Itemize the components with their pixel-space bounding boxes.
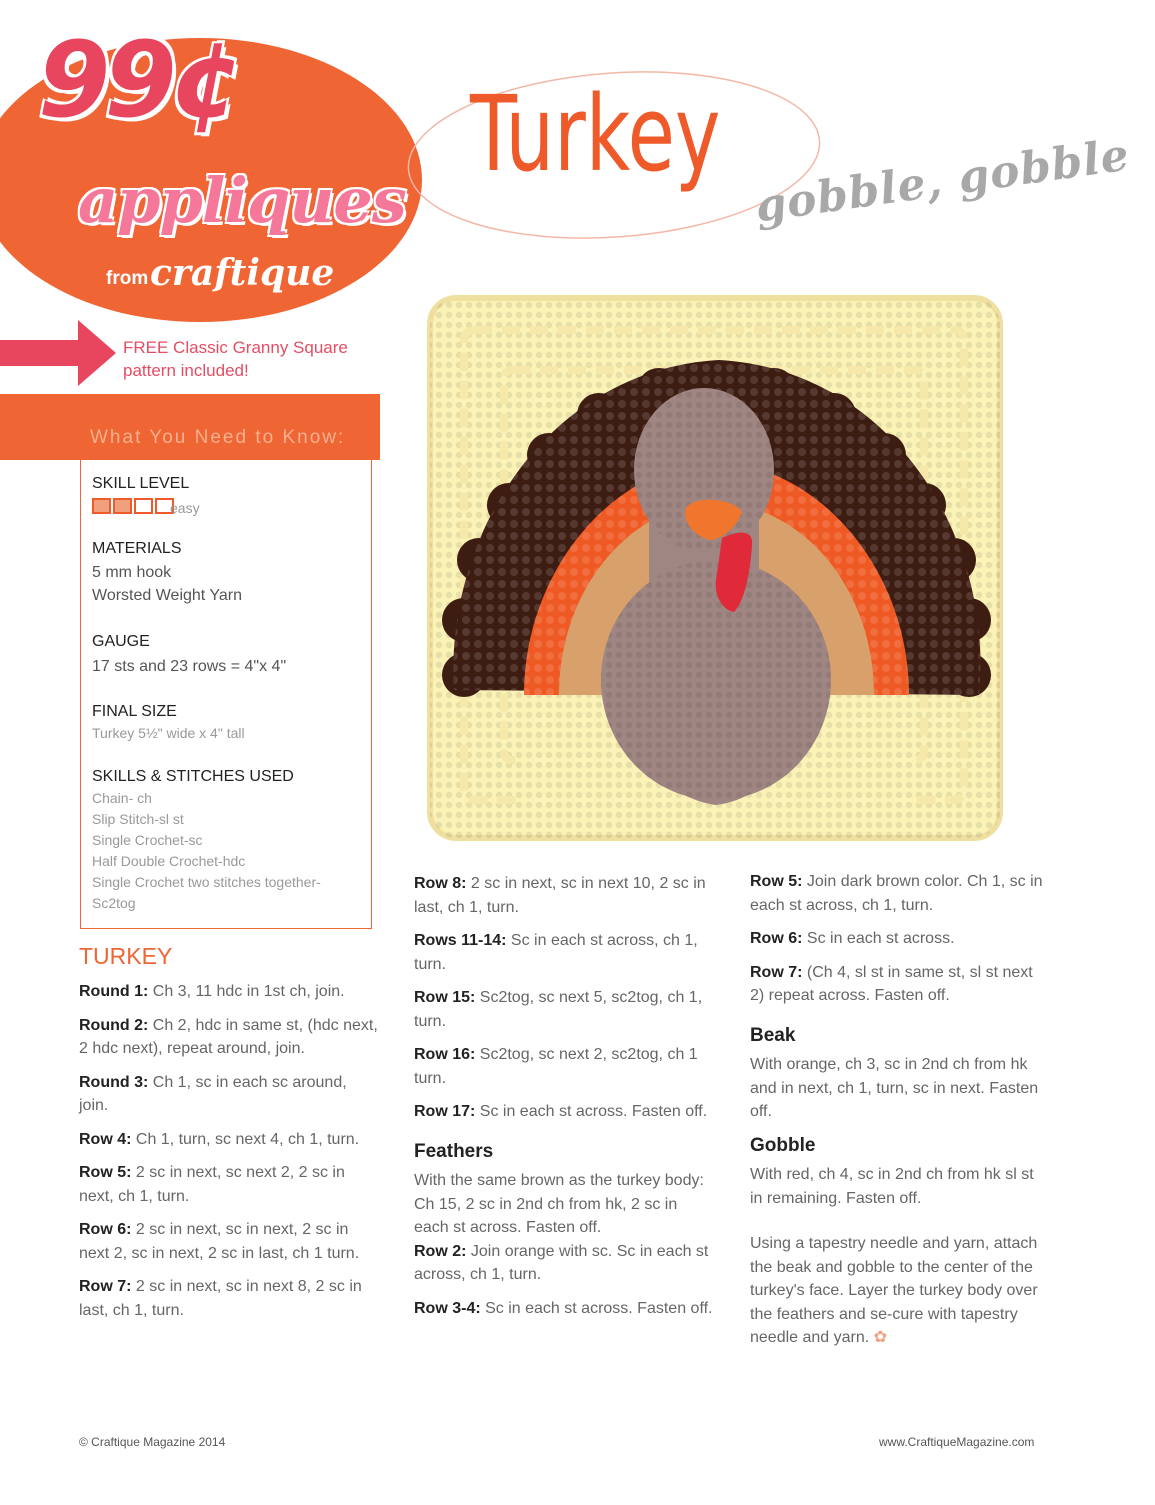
turkey-applique-photo xyxy=(424,290,1006,850)
gauge-label: GAUGE xyxy=(92,633,150,650)
step-text: 2 sc in next, sc in next 8, 2 sc in last, ch 1, turn. xyxy=(79,1278,362,1319)
skill-level-meter xyxy=(92,498,174,514)
step-label: Row 3-4: xyxy=(414,1299,481,1317)
step-label: Row 7: xyxy=(79,1278,132,1295)
tagline: gobble, gobble xyxy=(752,129,1133,233)
step-label: Row 6: xyxy=(750,930,803,947)
step-text: 2 sc in next, sc in next 10, 2 sc in last, ch 1, turn. xyxy=(414,875,706,916)
step-text: Sc in each st across. Fasten off. xyxy=(475,1103,708,1120)
column-2 xyxy=(414,872,714,1330)
promo-line-2: pattern included! xyxy=(123,361,249,380)
step-paragraph xyxy=(79,1071,379,1118)
step-paragraph xyxy=(414,929,714,976)
step-label: Row 6: xyxy=(79,1221,132,1238)
skill-meter-block xyxy=(113,498,132,514)
page-title: Turkey xyxy=(470,73,721,195)
step-label: Row 7: xyxy=(750,963,803,981)
brand-logo: craftique xyxy=(150,252,335,294)
feathers-heading: Feathers xyxy=(414,1140,494,1162)
final-size-value: Turkey 5½" wide x 4" tall xyxy=(92,725,245,741)
gobble-text: With red, ch 4, sc in 2nd ch from hk sl st in remaining. Fasten off. xyxy=(750,1166,1034,1207)
beak-heading: Beak xyxy=(750,1024,796,1046)
final-size-label: FINAL SIZE xyxy=(92,703,177,720)
beak-text: With orange, ch 3, sc in 2nd ch from hk and in next, ch 1, turn, sc in next. Fasten off. xyxy=(750,1056,1039,1120)
price-text: 99¢ xyxy=(38,19,238,141)
skills-item: Half Double Crochet-hdc xyxy=(92,853,246,869)
skill-meter-block xyxy=(134,498,153,514)
step-label: Row 4: xyxy=(79,1130,132,1148)
step-label: Row 15: xyxy=(414,989,476,1006)
step-text: 2 sc in next, sc in next, 2 sc in next 2, sc in next, 2 sc in last, ch 1 turn. xyxy=(79,1221,360,1262)
step-paragraph xyxy=(750,927,1050,951)
turkey-steps xyxy=(79,980,379,1332)
step-label: Row 8: xyxy=(414,875,467,892)
skills-item: Slip Stitch-sl st xyxy=(92,811,184,827)
skills-label: SKILLS & STITCHES USED xyxy=(92,768,294,785)
step-paragraph xyxy=(750,870,1050,917)
materials-item: Worsted Weight Yarn xyxy=(92,587,242,604)
flower-end-icon: ✿ xyxy=(873,1329,888,1346)
step-text: Sc2tog, sc next 5, sc2tog, ch 1, turn. xyxy=(414,989,703,1030)
step-paragraph xyxy=(79,1218,379,1265)
step-text: Ch 2, hdc in same st, (hdc next, 2 hdc next), repeat around, join. xyxy=(79,1016,378,1057)
skills-item: Single Crochet two stitches together- xyxy=(92,874,321,890)
step-text: Join dark brown color. Ch 1, sc in each st across, ch 1, turn. xyxy=(750,873,1043,914)
gobble-heading: Gobble xyxy=(750,1134,816,1156)
skills-item: Sc2tog xyxy=(92,895,136,911)
arrow-right-icon xyxy=(0,318,120,388)
step-label: Round 2: xyxy=(79,1016,149,1034)
step-label: Row 2: xyxy=(414,1242,467,1260)
from-text: from xyxy=(106,268,149,289)
step-text: Ch 3, 11 hdc in 1st ch, join. xyxy=(148,983,345,1000)
materials-item: 5 mm hook xyxy=(92,564,172,581)
step-paragraph xyxy=(79,1128,379,1152)
step-label: Row 5: xyxy=(79,1164,132,1181)
info-header-title: What You Need to Know: xyxy=(90,427,346,448)
step-text: Ch 1, turn, sc next 4, ch 1, turn. xyxy=(131,1130,360,1148)
step-paragraph xyxy=(414,1297,714,1321)
step-text: Sc2tog, sc next 2, sc2tog, ch 1 turn. xyxy=(414,1046,698,1087)
skills-item: Single Crochet-sc xyxy=(92,832,203,848)
finish-text: Using a tapestry needle and yarn, attach the beak and gobble to the center of the turkey's face. Layer the turkey body over the feathers and se-cure with tapestry needle and yarn. xyxy=(750,1235,1038,1346)
step-paragraph xyxy=(750,961,1050,1008)
step-text: Join orange with sc. Sc in each st across, ch 1, turn. xyxy=(414,1242,709,1283)
step-text: Sc in each st across. Fasten off. xyxy=(480,1299,713,1317)
step-label: Row 17: xyxy=(414,1103,476,1120)
step-paragraph xyxy=(79,1161,379,1208)
step-text: Sc in each st across. xyxy=(802,930,955,947)
skill-meter-block xyxy=(92,498,111,514)
step-label: Rows 11-14: xyxy=(414,932,507,949)
step-text: Ch 1, sc in each sc around, join. xyxy=(79,1073,347,1114)
step-paragraph xyxy=(414,1043,714,1090)
column-3 xyxy=(750,870,1050,1360)
turkey-heading: TURKEY xyxy=(79,943,173,969)
step-text: (Ch 4, sl st in same st, sl st next 2) repeat across. Fasten off. xyxy=(750,963,1033,1004)
step-label: Round 3: xyxy=(79,1073,149,1091)
step-text: Sc in each st across, ch 1, turn. xyxy=(414,932,698,973)
feathers-intro: With the same brown as the turkey body: Ch 15, 2 sc in 2nd ch from hk, 2 sc in each st across. Fasten off. xyxy=(414,1172,704,1236)
step-paragraph xyxy=(414,1100,714,1124)
promo-text xyxy=(123,336,363,382)
appliques-text: appliques xyxy=(78,164,406,237)
step-label: Round 1: xyxy=(79,983,149,1000)
step-paragraph xyxy=(79,1275,379,1322)
step-paragraph xyxy=(79,980,379,1004)
footer-copyright: © Craftique Magazine 2014 xyxy=(79,1435,226,1449)
skill-level-value: easy xyxy=(170,500,200,516)
step-text: 2 sc in next, sc next 2, 2 sc in next, ch 1, turn. xyxy=(79,1164,345,1205)
footer-website[interactable]: www.CraftiqueMagazine.com xyxy=(879,1435,1035,1449)
step-paragraph xyxy=(79,1014,379,1061)
materials-label: MATERIALS xyxy=(92,540,182,557)
step-paragraph xyxy=(414,986,714,1033)
finish-paragraph xyxy=(750,1232,1050,1350)
promo-line-1: FREE Classic Granny Square xyxy=(123,338,348,357)
skill-level-label: SKILL LEVEL xyxy=(92,475,190,492)
step-paragraph xyxy=(414,872,714,919)
skills-item: Chain- ch xyxy=(92,790,152,806)
step-label: Row 5: xyxy=(750,873,803,890)
gauge-value: 17 sts and 23 rows = 4"x 4" xyxy=(92,658,287,675)
step-paragraph xyxy=(414,1240,714,1287)
step-label: Row 16: xyxy=(414,1046,476,1063)
